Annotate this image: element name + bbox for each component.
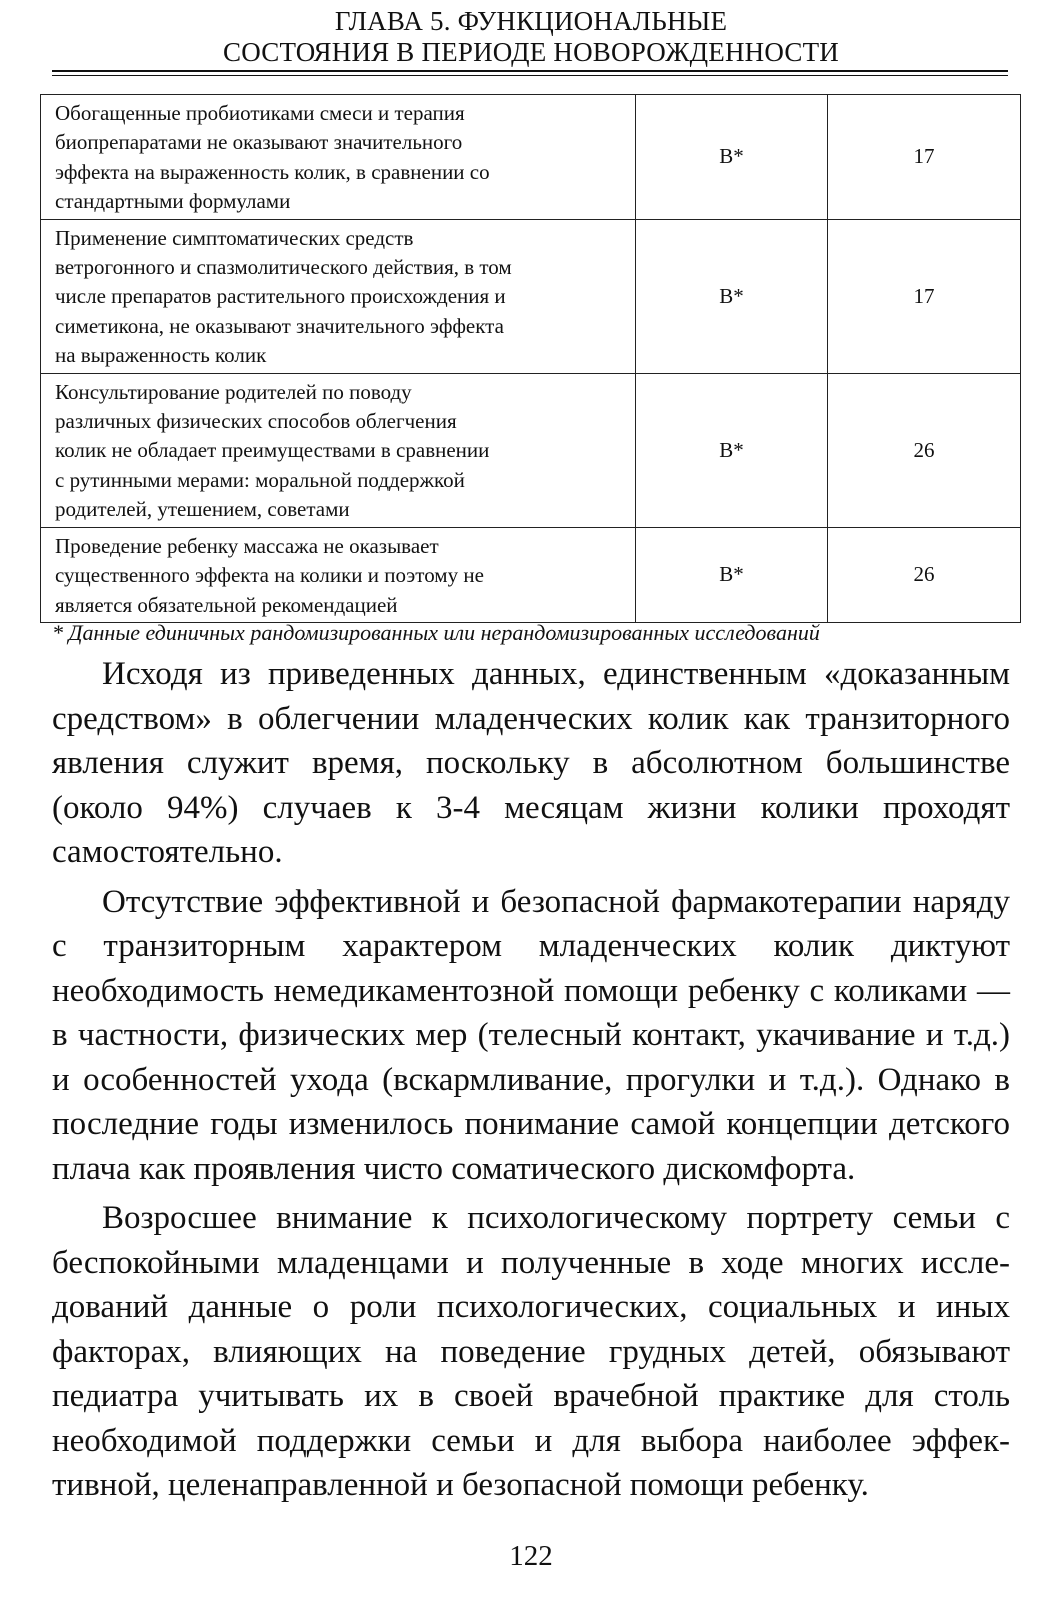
evidence-level-cell: B*	[636, 219, 828, 373]
statement-cell	[41, 373, 636, 527]
reference-cell: 17	[828, 95, 1021, 220]
paragraph: Исходя из приведенных данных, единственным «доказанным средством» в облегчении младенческих колик как транзиторного явления служит время, поскольку в абсолютном большинстве (около 94%) случаев к 3-4 месяцам жизни колики проходят самостоятельно.	[52, 656, 1010, 870]
header-rule-thin	[52, 75, 1008, 76]
statement-line: родителей, утешением, советами	[55, 497, 350, 522]
statement-line: симетикона, не оказывают значительного эффекта	[55, 313, 504, 338]
paragraph: Отсутствие эффективной и безопасной фармакотерапии наряду с транзиторным характером младенческих колик диктуют необходимость немедикаментозной помощи ребенку с коликами — в частности, физических мер (телесный контакт, укачивание и т.д.) и особенностей ухода (вскармливание, прогулки и т.д.). Однако в последние годы изменилось понимание самой концепции детского плача как проявления чисто соматического дискомфорта.	[52, 883, 1010, 1187]
statement-line: различных физических способов облегчения	[55, 409, 457, 434]
header-rule-thick	[52, 70, 1008, 72]
statement-cell	[41, 527, 636, 622]
statement-line: колик не обладает преимуществами в сравнении	[55, 438, 490, 463]
evidence-level-cell: B*	[636, 95, 828, 220]
statement-line: эффекта на выраженность колик, в сравнении со	[55, 159, 490, 184]
page-number: 122	[509, 1540, 553, 1572]
running-header	[0, 6, 1062, 68]
statement-line: Консультирование родителей по поводу	[55, 379, 412, 404]
statement-line: ветрогонного и спазмолитического действия, в том	[55, 255, 512, 280]
statement-line: является обязательной рекомендацией	[55, 592, 398, 617]
statement-line: существенного эффекта на колики и поэтому не	[55, 563, 484, 588]
table-footnote: * Данные единичных рандомизированных или нерандомизированных исследований	[52, 620, 820, 645]
table-row	[41, 373, 1021, 527]
header-line-2: СОСТОЯНИЯ В ПЕРИОДЕ НОВОРОЖДЕННОСТИ	[223, 37, 839, 67]
statement-cell	[41, 95, 636, 220]
reference-cell: 17	[828, 219, 1021, 373]
statement-line: стандартными формулами	[55, 189, 291, 214]
statement-line: Применение симптоматических средств	[55, 225, 414, 250]
reference-cell: 26	[828, 527, 1021, 622]
table-row	[41, 95, 1021, 220]
statement-line: Проведение ребенку массажа не оказывает	[55, 533, 439, 558]
statement-cell	[41, 219, 636, 373]
statement-line: числе препаратов растительного происхождения и	[55, 284, 506, 309]
evidence-table	[40, 94, 1021, 623]
statement-line: на выраженность колик	[55, 343, 267, 368]
header-line-1: ГЛАВА 5. ФУНКЦИОНАЛЬНЫЕ	[334, 6, 728, 36]
table-row	[41, 527, 1021, 622]
body-text	[52, 652, 1010, 1513]
evidence-level-cell: B*	[636, 373, 828, 527]
statement-line: Обогащенные пробиотиками смеси и терапия	[55, 101, 465, 125]
paragraph: Возросшее внимание к психологическому портрету семьи с беспокойными младенцами и полученные в ходе многих исследований данные о роли психологических, социальных и иных факторах, влияющих на поведение грудных детей, обязывают педиатра учитывать их в своей врачебной практике для столь необходимой поддержки семьи и для выбора наиболее эффективной, целенаправленной и безопасной помощи ребенку.	[52, 1200, 1010, 1503]
statement-line: биопрепаратами не оказывают значительного	[55, 130, 463, 155]
table-row	[41, 219, 1021, 373]
statement-line: с рутинными мерами: моральной поддержкой	[55, 467, 465, 492]
evidence-level-cell: B*	[636, 527, 828, 622]
reference-cell: 26	[828, 373, 1021, 527]
